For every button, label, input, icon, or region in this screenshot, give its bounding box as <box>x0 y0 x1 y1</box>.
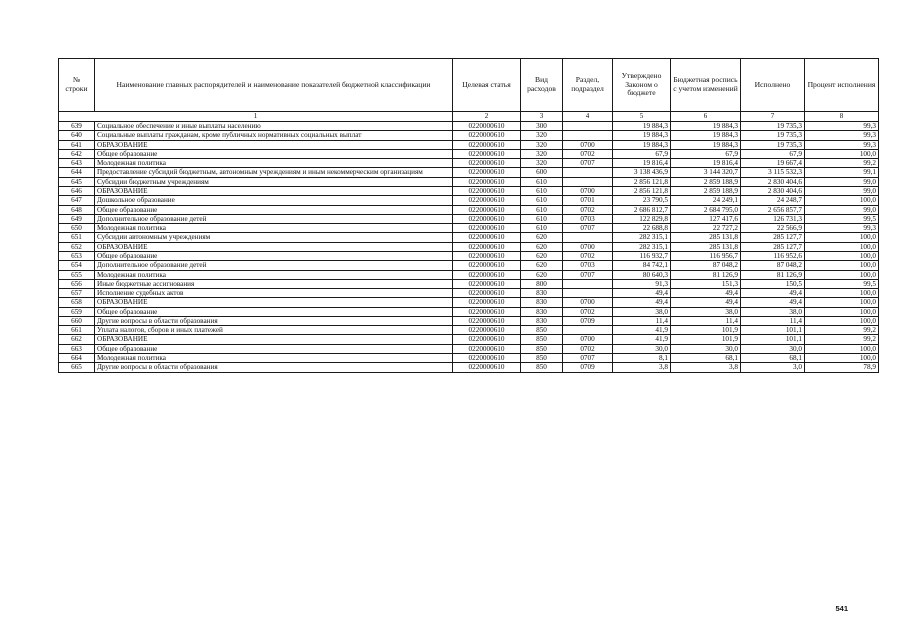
executed-cell: 87 048,2 <box>741 261 805 270</box>
section-cell: 0702 <box>563 149 613 158</box>
target-article-cell: 0220000610 <box>453 363 521 372</box>
expense-type-cell: 830 <box>521 289 563 298</box>
section-cell: 0707 <box>563 159 613 168</box>
budget-list-cell: 101,9 <box>671 335 741 344</box>
section-cell: 0702 <box>563 307 613 316</box>
percent-cell: 99,2 <box>805 335 879 344</box>
section-cell: 0700 <box>563 242 613 251</box>
approved-cell: 91,3 <box>613 279 671 288</box>
row-name-cell: Иные бюджетные ассигнования <box>95 279 453 288</box>
section-cell: 0709 <box>563 316 613 325</box>
approved-cell: 84 742,1 <box>613 261 671 270</box>
section-cell <box>563 131 613 140</box>
row-name-cell: Социальные выплаты гражданам, кроме публичных нормативных социальных выплат <box>95 131 453 140</box>
budget-list-cell: 151,3 <box>671 279 741 288</box>
table-body <box>59 122 879 373</box>
target-article-cell: 0220000610 <box>453 354 521 363</box>
section-cell: 0702 <box>563 251 613 260</box>
table-row <box>59 363 879 372</box>
row-name-cell: Уплата налогов, сборов и иных платежей <box>95 326 453 335</box>
table-row <box>59 242 879 251</box>
row-number-cell: 657 <box>59 289 95 298</box>
section-cell <box>563 177 613 186</box>
target-article-cell: 0220000610 <box>453 159 521 168</box>
row-number-cell: 654 <box>59 261 95 270</box>
section-cell: 0701 <box>563 196 613 205</box>
approved-cell: 3 138 436,9 <box>613 168 671 177</box>
executed-cell: 19 735,3 <box>741 131 805 140</box>
section-cell: 0707 <box>563 354 613 363</box>
approved-cell: 41,9 <box>613 326 671 335</box>
table-row <box>59 307 879 316</box>
percent-cell: 100,0 <box>805 298 879 307</box>
table-row <box>59 233 879 242</box>
column-number: 4 <box>563 112 613 122</box>
table-row <box>59 186 879 195</box>
approved-cell: 282 315,1 <box>613 242 671 251</box>
approved-cell: 122 829,8 <box>613 214 671 223</box>
row-number-cell: 648 <box>59 205 95 214</box>
expense-type-cell: 800 <box>521 279 563 288</box>
target-article-cell: 0220000610 <box>453 279 521 288</box>
section-cell <box>563 233 613 242</box>
expense-type-cell: 610 <box>521 186 563 195</box>
table-row <box>59 177 879 186</box>
section-cell <box>563 289 613 298</box>
expense-type-cell: 610 <box>521 205 563 214</box>
header-executed: Исполнено <box>741 59 805 112</box>
executed-cell: 19 667,4 <box>741 159 805 168</box>
executed-cell: 67,9 <box>741 149 805 158</box>
expense-type-cell: 320 <box>521 149 563 158</box>
expense-type-cell: 830 <box>521 307 563 316</box>
row-name-cell: ОБРАЗОВАНИЕ <box>95 242 453 251</box>
row-name-cell: ОБРАЗОВАНИЕ <box>95 298 453 307</box>
expense-type-cell: 850 <box>521 344 563 353</box>
row-number-cell: 639 <box>59 122 95 131</box>
percent-cell: 99,2 <box>805 326 879 335</box>
table-row <box>59 261 879 270</box>
header-row-no: № строки <box>59 59 95 112</box>
row-name-cell: Молодежная политика <box>95 159 453 168</box>
section-cell: 0707 <box>563 270 613 279</box>
budget-list-cell: 116 956,7 <box>671 251 741 260</box>
executed-cell: 285 127,7 <box>741 242 805 251</box>
row-name-cell: ОБРАЗОВАНИЕ <box>95 140 453 149</box>
row-name-cell: Общее образование <box>95 149 453 158</box>
row-number-cell: 647 <box>59 196 95 205</box>
approved-cell: 38,0 <box>613 307 671 316</box>
row-name-cell: Исполнение судебных актов <box>95 289 453 298</box>
budget-list-cell: 87 048,2 <box>671 261 741 270</box>
section-cell: 0702 <box>563 344 613 353</box>
budget-list-cell: 11,4 <box>671 316 741 325</box>
percent-cell: 99,3 <box>805 131 879 140</box>
header-percent: Процент исполнения <box>805 59 879 112</box>
executed-cell: 150,5 <box>741 279 805 288</box>
target-article-cell: 0220000610 <box>453 122 521 131</box>
budget-list-cell: 38,0 <box>671 307 741 316</box>
row-number-cell: 661 <box>59 326 95 335</box>
budget-list-cell: 22 727,2 <box>671 224 741 233</box>
section-cell: 0709 <box>563 363 613 372</box>
table-row <box>59 196 879 205</box>
column-number: 5 <box>613 112 671 122</box>
table-row <box>59 131 879 140</box>
expense-type-cell: 320 <box>521 131 563 140</box>
executed-cell: 22 566,9 <box>741 224 805 233</box>
section-cell: 0700 <box>563 186 613 195</box>
row-number-cell: 653 <box>59 251 95 260</box>
table-row <box>59 205 879 214</box>
percent-cell: 100,0 <box>805 242 879 251</box>
percent-cell: 100,0 <box>805 149 879 158</box>
section-cell <box>563 168 613 177</box>
executed-cell: 285 127,7 <box>741 233 805 242</box>
approved-cell: 2 856 121,8 <box>613 177 671 186</box>
budget-list-cell: 3,8 <box>671 363 741 372</box>
executed-cell: 81 126,9 <box>741 270 805 279</box>
budget-list-cell: 285 131,8 <box>671 233 741 242</box>
budget-execution-table <box>58 58 879 373</box>
approved-cell: 2 686 812,7 <box>613 205 671 214</box>
approved-cell: 11,4 <box>613 316 671 325</box>
executed-cell: 68,1 <box>741 354 805 363</box>
percent-cell: 99,1 <box>805 168 879 177</box>
row-number-cell: 659 <box>59 307 95 316</box>
budget-list-cell: 3 144 320,7 <box>671 168 741 177</box>
approved-cell: 2 856 121,8 <box>613 186 671 195</box>
table-row <box>59 159 879 168</box>
percent-cell: 99,0 <box>805 186 879 195</box>
header-name: Наименование главных распорядителей и наименование показателей бюджетной классификации <box>95 59 453 112</box>
approved-cell: 19 884,3 <box>613 122 671 131</box>
row-name-cell: Молодежная политика <box>95 354 453 363</box>
executed-cell: 19 735,3 <box>741 122 805 131</box>
target-article-cell: 0220000610 <box>453 214 521 223</box>
table-row <box>59 224 879 233</box>
target-article-cell: 0220000610 <box>453 205 521 214</box>
row-number-cell: 665 <box>59 363 95 372</box>
row-name-cell: Общее образование <box>95 205 453 214</box>
target-article-cell: 0220000610 <box>453 140 521 149</box>
budget-list-cell: 49,4 <box>671 298 741 307</box>
section-cell: 0703 <box>563 214 613 223</box>
header-budget-list: Бюджетная роспись с учетом изменений <box>671 59 741 112</box>
table-row <box>59 298 879 307</box>
header-section: Раздел, подраздел <box>563 59 613 112</box>
executed-cell: 24 248,7 <box>741 196 805 205</box>
percent-cell: 100,0 <box>805 251 879 260</box>
table-row <box>59 316 879 325</box>
approved-cell: 23 790,5 <box>613 196 671 205</box>
budget-list-cell: 30,0 <box>671 344 741 353</box>
executed-cell: 3 115 532,3 <box>741 168 805 177</box>
row-name-cell: ОБРАЗОВАНИЕ <box>95 186 453 195</box>
section-cell: 0700 <box>563 298 613 307</box>
expense-type-cell: 850 <box>521 354 563 363</box>
target-article-cell: 0220000610 <box>453 344 521 353</box>
section-cell: 0702 <box>563 205 613 214</box>
executed-cell: 101,1 <box>741 326 805 335</box>
row-number-cell: 660 <box>59 316 95 325</box>
target-article-cell: 0220000610 <box>453 233 521 242</box>
row-name-cell: Молодежная политика <box>95 270 453 279</box>
table-row <box>59 279 879 288</box>
row-name-cell: ОБРАЗОВАНИЕ <box>95 335 453 344</box>
executed-cell: 2 830 404,6 <box>741 177 805 186</box>
row-number-cell: 646 <box>59 186 95 195</box>
approved-cell: 8,1 <box>613 354 671 363</box>
column-numbers-row <box>59 112 879 122</box>
column-number: 6 <box>671 112 741 122</box>
expense-type-cell: 830 <box>521 316 563 325</box>
target-article-cell: 0220000610 <box>453 261 521 270</box>
budget-list-cell: 127 417,6 <box>671 214 741 223</box>
header-row <box>59 59 879 112</box>
column-number: 3 <box>521 112 563 122</box>
table-row <box>59 326 879 335</box>
row-number-cell: 651 <box>59 233 95 242</box>
percent-cell: 99,0 <box>805 177 879 186</box>
column-number: 1 <box>59 112 453 122</box>
row-number-cell: 662 <box>59 335 95 344</box>
percent-cell: 100,0 <box>805 196 879 205</box>
budget-list-cell: 101,9 <box>671 326 741 335</box>
table-row <box>59 289 879 298</box>
percent-cell: 99,0 <box>805 205 879 214</box>
row-name-cell: Социальное обеспечение и иные выплаты населению <box>95 122 453 131</box>
expense-type-cell: 830 <box>521 298 563 307</box>
expense-type-cell: 610 <box>521 214 563 223</box>
header-target-article: Целевая статья <box>453 59 521 112</box>
table-row <box>59 122 879 131</box>
row-number-cell: 643 <box>59 159 95 168</box>
executed-cell: 11,4 <box>741 316 805 325</box>
expense-type-cell: 320 <box>521 140 563 149</box>
target-article-cell: 0220000610 <box>453 251 521 260</box>
expense-type-cell: 850 <box>521 335 563 344</box>
percent-cell: 99,3 <box>805 122 879 131</box>
section-cell <box>563 326 613 335</box>
executed-cell: 49,4 <box>741 298 805 307</box>
executed-cell: 19 735,3 <box>741 140 805 149</box>
executed-cell: 126 731,3 <box>741 214 805 223</box>
target-article-cell: 0220000610 <box>453 242 521 251</box>
budget-list-cell: 285 131,8 <box>671 242 741 251</box>
table-row <box>59 335 879 344</box>
percent-cell: 99,5 <box>805 279 879 288</box>
percent-cell: 99,2 <box>805 159 879 168</box>
expense-type-cell: 850 <box>521 363 563 372</box>
approved-cell: 41,9 <box>613 335 671 344</box>
row-number-cell: 652 <box>59 242 95 251</box>
expense-type-cell: 850 <box>521 326 563 335</box>
row-name-cell: Общее образование <box>95 307 453 316</box>
target-article-cell: 0220000610 <box>453 131 521 140</box>
percent-cell: 100,0 <box>805 316 879 325</box>
budget-list-cell: 2 859 188,9 <box>671 186 741 195</box>
budget-list-cell: 24 249,1 <box>671 196 741 205</box>
executed-cell: 2 830 404,6 <box>741 186 805 195</box>
target-article-cell: 0220000610 <box>453 224 521 233</box>
percent-cell: 99,3 <box>805 224 879 233</box>
percent-cell: 100,0 <box>805 344 879 353</box>
target-article-cell: 0220000610 <box>453 298 521 307</box>
executed-cell: 3,0 <box>741 363 805 372</box>
table-row <box>59 270 879 279</box>
executed-cell: 38,0 <box>741 307 805 316</box>
table-row <box>59 140 879 149</box>
target-article-cell: 0220000610 <box>453 149 521 158</box>
expense-type-cell: 620 <box>521 251 563 260</box>
target-article-cell: 0220000610 <box>453 307 521 316</box>
row-name-cell: Дополнительное образование детей <box>95 214 453 223</box>
percent-cell: 100,0 <box>805 261 879 270</box>
row-number-cell: 664 <box>59 354 95 363</box>
target-article-cell: 0220000610 <box>453 168 521 177</box>
percent-cell: 100,0 <box>805 289 879 298</box>
row-name-cell: Общее образование <box>95 251 453 260</box>
budget-list-cell: 67,9 <box>671 149 741 158</box>
section-cell: 0700 <box>563 140 613 149</box>
section-cell: 0707 <box>563 224 613 233</box>
row-name-cell: Другие вопросы в области образования <box>95 363 453 372</box>
row-number-cell: 658 <box>59 298 95 307</box>
percent-cell: 100,0 <box>805 354 879 363</box>
header-approved: Утверждено Законом о бюджете <box>613 59 671 112</box>
section-cell: 0703 <box>563 261 613 270</box>
expense-type-cell: 600 <box>521 168 563 177</box>
executed-cell: 116 952,6 <box>741 251 805 260</box>
approved-cell: 116 932,7 <box>613 251 671 260</box>
approved-cell: 67,9 <box>613 149 671 158</box>
budget-list-cell: 19 884,3 <box>671 131 741 140</box>
table-row <box>59 214 879 223</box>
percent-cell: 100,0 <box>805 233 879 242</box>
table-row <box>59 354 879 363</box>
target-article-cell: 0220000610 <box>453 335 521 344</box>
budget-list-cell: 68,1 <box>671 354 741 363</box>
section-cell <box>563 279 613 288</box>
table-row <box>59 168 879 177</box>
approved-cell: 49,4 <box>613 298 671 307</box>
budget-list-cell: 2 859 188,9 <box>671 177 741 186</box>
row-number-cell: 663 <box>59 344 95 353</box>
approved-cell: 80 640,3 <box>613 270 671 279</box>
row-number-cell: 640 <box>59 131 95 140</box>
budget-list-cell: 19 884,3 <box>671 122 741 131</box>
expense-type-cell: 320 <box>521 159 563 168</box>
approved-cell: 19 816,4 <box>613 159 671 168</box>
percent-cell: 99,3 <box>805 140 879 149</box>
column-number: 2 <box>453 112 521 122</box>
table-row <box>59 251 879 260</box>
expense-type-cell: 620 <box>521 233 563 242</box>
budget-list-cell: 2 684 795,0 <box>671 205 741 214</box>
row-number-cell: 650 <box>59 224 95 233</box>
row-name-cell: Общее образование <box>95 344 453 353</box>
percent-cell: 78,9 <box>805 363 879 372</box>
row-number-cell: 644 <box>59 168 95 177</box>
expense-type-cell: 620 <box>521 261 563 270</box>
row-name-cell: Субсидии бюджетным учреждениям <box>95 177 453 186</box>
expense-type-cell: 610 <box>521 196 563 205</box>
approved-cell: 19 884,3 <box>613 140 671 149</box>
expense-type-cell: 620 <box>521 242 563 251</box>
executed-cell: 30,0 <box>741 344 805 353</box>
approved-cell: 19 884,3 <box>613 131 671 140</box>
target-article-cell: 0220000610 <box>453 177 521 186</box>
target-article-cell: 0220000610 <box>453 326 521 335</box>
row-number-cell: 656 <box>59 279 95 288</box>
executed-cell: 49,4 <box>741 289 805 298</box>
row-number-cell: 641 <box>59 140 95 149</box>
expense-type-cell: 610 <box>521 177 563 186</box>
row-name-cell: Молодежная политика <box>95 224 453 233</box>
approved-cell: 22 688,8 <box>613 224 671 233</box>
budget-list-cell: 49,4 <box>671 289 741 298</box>
row-number-cell: 645 <box>59 177 95 186</box>
budget-list-cell: 81 126,9 <box>671 270 741 279</box>
column-number: 8 <box>805 112 879 122</box>
header-expense-type: Вид расходов <box>521 59 563 112</box>
row-name-cell: Другие вопросы в области образования <box>95 316 453 325</box>
target-article-cell: 0220000610 <box>453 316 521 325</box>
table-row <box>59 344 879 353</box>
executed-cell: 2 656 857,7 <box>741 205 805 214</box>
row-number-cell: 649 <box>59 214 95 223</box>
target-article-cell: 0220000610 <box>453 186 521 195</box>
target-article-cell: 0220000610 <box>453 289 521 298</box>
row-name-cell: Субсидии автономным учреждениям <box>95 233 453 242</box>
row-name-cell: Дополнительное образование детей <box>95 261 453 270</box>
section-cell: 0700 <box>563 335 613 344</box>
percent-cell: 100,0 <box>805 307 879 316</box>
row-name-cell: Предоставление субсидий бюджетным, автономным учреждениям и иным некоммерческим организациям <box>95 168 453 177</box>
page-number: 541 <box>835 604 848 613</box>
approved-cell: 3,8 <box>613 363 671 372</box>
approved-cell: 282 315,1 <box>613 233 671 242</box>
target-article-cell: 0220000610 <box>453 196 521 205</box>
target-article-cell: 0220000610 <box>453 270 521 279</box>
expense-type-cell: 300 <box>521 122 563 131</box>
column-number: 7 <box>741 112 805 122</box>
budget-list-cell: 19 884,3 <box>671 140 741 149</box>
percent-cell: 100,0 <box>805 270 879 279</box>
percent-cell: 99,5 <box>805 214 879 223</box>
expense-type-cell: 610 <box>521 224 563 233</box>
executed-cell: 101,1 <box>741 335 805 344</box>
row-number-cell: 642 <box>59 149 95 158</box>
table-row <box>59 149 879 158</box>
expense-type-cell: 620 <box>521 270 563 279</box>
row-name-cell: Дошкольное образование <box>95 196 453 205</box>
section-cell <box>563 122 613 131</box>
approved-cell: 49,4 <box>613 289 671 298</box>
row-number-cell: 655 <box>59 270 95 279</box>
budget-list-cell: 19 816,4 <box>671 159 741 168</box>
approved-cell: 30,0 <box>613 344 671 353</box>
